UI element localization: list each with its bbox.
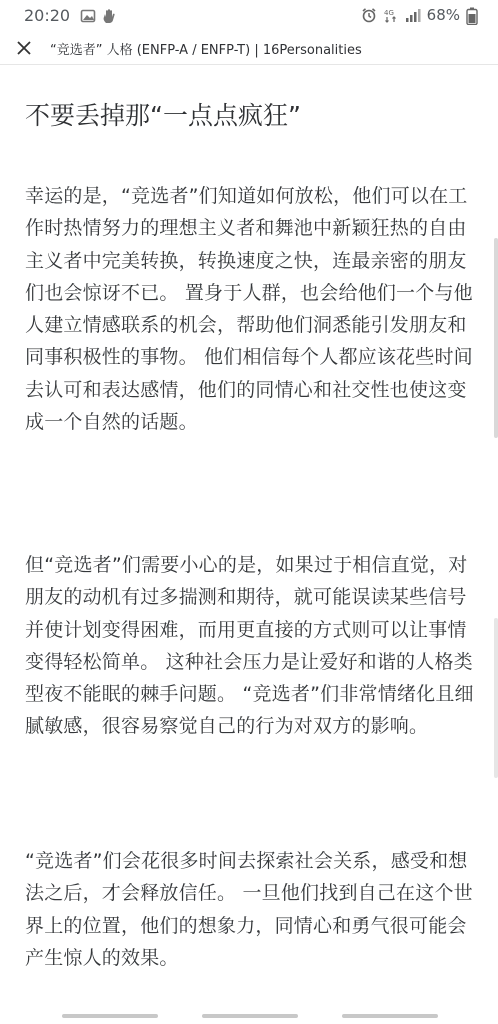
browser-header <box>0 32 498 65</box>
svg-text:4G: 4G <box>383 9 394 17</box>
scrollbar-track-segment <box>494 618 498 778</box>
paragraph: “竞选者”们会花很多时间去探索社会关系，感受和想法之后，才会释放信任。 一旦他们找到自己在这个世界上的位置，他们的想象力，同情心和勇气很可能会产生惊人的效果。 <box>25 850 473 969</box>
status-right-group <box>361 6 482 24</box>
article-content <box>25 92 481 969</box>
nav-home-button[interactable] <box>202 1014 298 1018</box>
status-time: 20:20 <box>24 6 71 25</box>
nav-recent-button[interactable] <box>62 1014 158 1018</box>
lte-icon <box>383 7 399 23</box>
battery-icon <box>466 7 482 23</box>
page-title: “竞选者” 人格 (ENFP-A / ENFP-T) | 16Personalities <box>50 43 362 58</box>
paragraph: 幸运的是，“竞选者”们知道如何放松，他们可以在工作时热情努力的理想主义者和舞池中新颖狂热的自由主义者中完美转换，转换速度之快，连最亲密的朋友们也会惊讶不已。 置身于人群，也会给他们一个与他人建立情感联系的机会，帮助他们洞悉能引发朋友和同事积极性的事物。 他们相信每个人都应该花些时间去认可和表达感情，他们的同情心和社交性也使这变成一个自然的话题。 <box>25 185 473 434</box>
alarm-icon <box>361 7 377 23</box>
close-icon <box>17 41 31 55</box>
signal-icon <box>405 7 421 23</box>
bottom-nav-bar <box>0 1006 498 1024</box>
close-button[interactable] <box>12 36 36 60</box>
nav-back-button[interactable] <box>342 1014 438 1018</box>
scrollbar-thumb[interactable] <box>494 238 498 438</box>
image-icon <box>80 8 96 24</box>
section-heading: 不要丢掉那“一点点疯狂” <box>25 101 301 130</box>
status-bar <box>0 0 498 32</box>
hand-icon <box>101 8 117 24</box>
paragraph: 但“竞选者”们需要小心的是，如果过于相信直觉，对朋友的动机有过多揣测和期待，就可能误读某些信号并使计划变得困难，而用更直接的方式则可以让事情变得轻松简单。 这种社会压力是让爱好和谐的人格类型夜不能眠的棘手问题。 “竞选者”们非常情绪化且细腻敏感，很容易察觉自己的行为对双方的影响。 <box>25 554 474 738</box>
battery-text: 68% <box>426 6 460 24</box>
